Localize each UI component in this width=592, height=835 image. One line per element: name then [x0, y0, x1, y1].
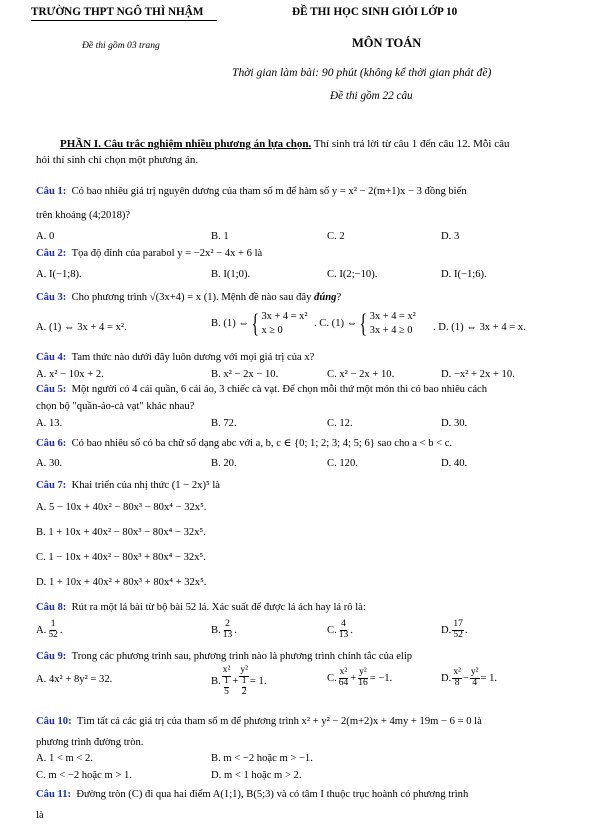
question-10-line2: phương trình đường tròn.: [36, 737, 144, 748]
system-row: x ≥ 0: [261, 324, 283, 336]
question-text: Có bao nhiêu số có ba chữ số dạng abc với a, b, c ∈ {0; 1; 2; 3; 4; 5; 6} sao cho a < b < c.: [71, 438, 453, 449]
denominator: 52: [453, 629, 463, 640]
option-d: D. I(−1;6).: [441, 269, 487, 280]
option-letter: D.: [441, 624, 452, 636]
fraction: [222, 666, 232, 698]
numerator: 17: [453, 619, 463, 629]
option-a: A. 4x² + 8y² = 32.: [36, 674, 113, 685]
question-label: Câu 7:: [36, 480, 67, 491]
question-end: ?: [336, 292, 342, 303]
numerator: y²: [240, 665, 248, 675]
equation-end: = 1.: [480, 672, 498, 684]
question-label: Câu 11:: [36, 789, 72, 800]
option-b: B. I(1;0).: [211, 269, 251, 280]
denominator: 64: [338, 677, 349, 688]
subject-title: MÔN TOÁN: [352, 36, 422, 50]
option-a: A. (1) ⇔ 3x + 4 = x².: [36, 322, 127, 333]
option-d: D. m < 1 hoặc m > 2.: [211, 770, 302, 781]
option-b: [211, 310, 307, 337]
numerator: y²: [359, 667, 367, 677]
fraction: [222, 620, 234, 641]
question-label: Câu 9:: [36, 651, 67, 662]
question-3: [36, 292, 341, 303]
question-label: Câu 10:: [36, 716, 72, 727]
option-c: C. I(2;−10).: [327, 269, 378, 280]
question-text: Một người có 4 cái quần, 6 cái áo, 3 chiếc cà vạt. Để chọn mỗi thứ một món thì có bao nhiêu cách: [71, 384, 488, 395]
question-label: Câu 6:: [36, 438, 67, 449]
question-text: Tam thức nào dưới đây luôn dương với mọi giá trị của x?: [71, 352, 315, 363]
sub-denominator: 2: [241, 686, 247, 697]
question-11-line2: là: [36, 810, 44, 821]
part1-intro-line1: Thí sinh trả lời từ câu 1 đến câu 12. Mỗi câu: [311, 138, 510, 150]
fraction: [239, 666, 249, 698]
part1-intro-line2: hỏi thí sinh chỉ chọn một phương án.: [36, 154, 199, 166]
fraction: [470, 668, 480, 689]
option-b: B. 1: [211, 231, 229, 242]
option-c: C. $\frac{4}{13}$ .: [327, 619, 353, 640]
fraction: [452, 668, 462, 689]
sub-denominator: 5: [224, 686, 229, 697]
denominator: 16: [358, 677, 368, 688]
system-row: 3x + 4 ≥ 0: [369, 324, 413, 336]
exam-time: Thời gian làm bài: 90 phút (không kể thời gian phát đề): [232, 66, 492, 79]
option-letter: C.: [327, 672, 337, 684]
exam-title: ĐỀ THI HỌC SINH GIỎI LỚP 10: [292, 6, 458, 18]
sub-numerator: 1: [224, 675, 229, 686]
option-letter: D.: [441, 672, 452, 684]
option-c: C. 2: [327, 231, 345, 242]
option-c: [314, 310, 416, 337]
fraction: [338, 668, 350, 689]
option-letter: A.: [36, 624, 47, 636]
option-d: D. 1 + 10x + 40x² + 80x³ + 80x⁴ + 32x⁵.: [36, 577, 207, 588]
option-b: B. 1 + 10x + 40x² − 80x³ − 80x⁴ − 32x⁵.: [36, 527, 206, 538]
sub-numerator: 1: [241, 675, 247, 686]
option-letter: B.: [211, 676, 221, 688]
option-letter: B.: [211, 624, 221, 636]
option-a: A. 5 − 10x + 40x² − 80x³ − 80x⁴ − 32x⁵.: [36, 502, 207, 513]
option-a: A. $\frac{1}{52}$ .: [36, 619, 63, 640]
option-d: D. $\frac{17}{52}$ .: [441, 619, 468, 640]
option-b: B. $\frac{\text{x²}}{\frac{1}{5}}$ + $\frac{\text{y²}}{\frac{1}{2}}$ = 1.: [211, 665, 267, 697]
denominator: 52: [48, 629, 58, 640]
option-d: D. 40.: [441, 458, 468, 469]
question-5-line2: chọn bộ "quần-áo-cà vạt" khác nhau?: [36, 401, 195, 412]
question-label: Câu 3:: [36, 292, 67, 303]
question-text: Đường tròn (C) đi qua hai điểm A(1;1), B(5;3) và có tâm I thuộc trục hoành có phương trình: [76, 789, 469, 800]
school-name: TRƯỜNG THPT NGÔ THÌ NHẬM: [31, 6, 204, 18]
option-d: D. 30.: [441, 418, 468, 429]
question-11: [36, 789, 468, 800]
option-a: A. x² − 10x + 2.: [36, 369, 104, 380]
option-d: D. 3: [441, 231, 460, 242]
question-emphasis: đúng: [314, 292, 337, 303]
question-6: [36, 437, 452, 449]
fraction: [357, 668, 369, 689]
question-text: Rút ra một lá bài từ bộ bài 52 lá. Xác suất để được lá ách hay lá rô là:: [71, 602, 366, 613]
numerator: y²: [470, 667, 479, 677]
question-text: Tìm tất cả các giá trị của tham số m để phương trình x² + y² − 2(m+2)x + 4my + 19m − 6 = 0 là: [76, 716, 482, 727]
question-7: [36, 480, 220, 491]
option-b: B. x² − 2x − 10.: [211, 369, 279, 380]
equation-end: = 1.: [249, 676, 267, 688]
question-text: Trong các phương trình sau, phương trình nào là phương trình chính tắc của elip: [71, 651, 413, 662]
pages-note: Đề thi gồm 03 trang: [82, 40, 160, 51]
part1-heading: PHẦN I. Câu trắc nghiệm nhiều phương án lựa chọn.: [60, 138, 312, 150]
question-text: Khai triển của nhị thức (1 − 2x)⁵ là: [71, 480, 220, 491]
equation-system: { 3x + 4 = x² x ≥ 0: [251, 308, 308, 338]
numerator: x²: [339, 667, 348, 677]
question-label: Câu 5:: [36, 384, 67, 395]
fraction: [47, 620, 59, 641]
equation-end: = −1.: [369, 672, 393, 684]
numerator: x²: [453, 667, 461, 677]
numerator: 4: [341, 619, 346, 629]
question-9: [36, 651, 412, 662]
option-c: C. 12.: [327, 418, 353, 429]
numerator: x²: [222, 665, 231, 675]
question-text: Có bao nhiêu giá trị nguyên dương của tham số m để hàm số y = x² − 2(m+1)x − 3 đồng biến: [71, 186, 467, 197]
school-underline: [31, 20, 217, 21]
option-c: C. 1 − 10x + 40x² − 80x³ + 80x⁴ − 32x⁵.: [36, 552, 206, 563]
option-letter: C.: [327, 624, 337, 636]
fraction: [338, 620, 350, 641]
option-d: D. −x² + 2x + 10.: [441, 369, 515, 380]
question-4: [36, 352, 314, 363]
option-d: D. $\frac{\text{x²}}{8}$ − $\frac{\text{y²}}{4}$ = 1.: [441, 667, 498, 688]
denominator: 4: [472, 677, 478, 688]
denominator: [241, 677, 248, 698]
option-a: A. I(−1;8).: [36, 269, 82, 280]
question-label: Câu 8:: [36, 602, 67, 613]
option-b-prefix: B. (1) ⇔: [211, 318, 249, 330]
option-c: C. 120.: [327, 458, 358, 469]
denominator: 8: [454, 677, 460, 688]
option-b: B. 72.: [211, 418, 237, 429]
question-1-line2: trên khoảng (4;2018)?: [36, 210, 131, 221]
system-row: 3x + 4 = x²: [261, 311, 308, 322]
denominator: 13: [338, 629, 349, 640]
question-8: [36, 602, 366, 613]
question-10: [36, 716, 482, 727]
option-b: B. m < −2 hoặc m > −1.: [211, 753, 313, 764]
numerator: 1: [50, 619, 56, 629]
denominator: 13: [222, 629, 233, 640]
part1-intro: [60, 138, 509, 150]
option-b: B. $\frac{2}{13}$ .: [211, 619, 237, 640]
question-2: [36, 248, 262, 259]
question-label: Câu 1:: [36, 186, 67, 197]
question-text: Tọa độ đỉnh của parabol y = −2x² − 4x + 6 là: [71, 248, 263, 259]
option-c-prefix: . C. (1) ⇔: [314, 318, 358, 330]
option-c: C. $\frac{\text{x²}}{64}$ + $\frac{\text{y²}}{16}$ = −1.: [327, 667, 393, 688]
option-c: C. x² − 2x + 10.: [327, 369, 395, 380]
option-a: A. 30.: [36, 458, 63, 469]
option-a: A. 13.: [36, 418, 63, 429]
questions-note: Đề thi gồm 22 câu: [330, 90, 413, 102]
system-row: 3x + 4 = x²: [369, 311, 416, 322]
fraction: [452, 620, 464, 641]
option-a: A. 1 < m < 2.: [36, 753, 93, 764]
option-d: . D. (1) ⇔ 3x + 4 = x.: [433, 322, 526, 333]
question-label: Câu 2:: [36, 248, 67, 259]
option-b: B. 20.: [211, 458, 237, 469]
question-5: [36, 384, 487, 395]
numerator: 2: [225, 619, 230, 629]
question-text: Cho phương trình √(3x+4) = x (1). Mệnh đề nào sau đây: [71, 292, 312, 303]
equation-system: { 3x + 4 = x² 3x + 4 ≥ 0: [359, 308, 416, 338]
option-c: C. m < −2 hoặc m > 1.: [36, 770, 132, 781]
question-label: Câu 4:: [36, 352, 67, 363]
denominator: [223, 677, 230, 698]
option-a: A. 0: [36, 231, 55, 242]
question-1: [36, 186, 467, 197]
